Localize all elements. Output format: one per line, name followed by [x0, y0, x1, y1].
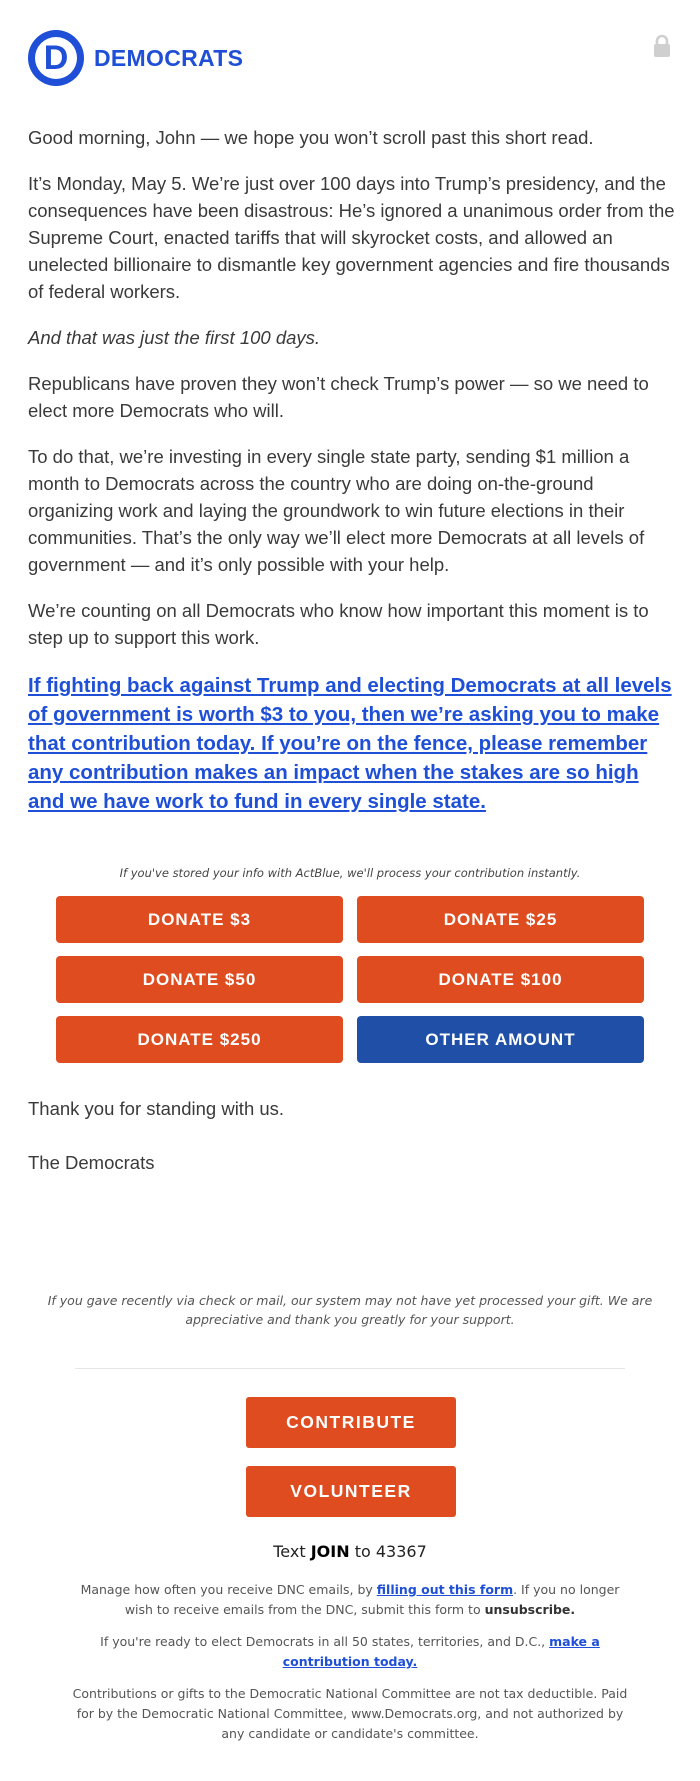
email-header [0, 0, 700, 110]
paragraph-counting-on: We’re counting on all Democrats who know how important this moment is to step up to support this work. [28, 600, 649, 648]
paragraph-investing: To do that, we’re investing in every single state party, sending $1 million a month to Democrats across the country who are doing on-the-ground organizing work and laying the groundwork to win future elections in their communities. That’s the only way we’ll elect more Democrats at all levels of government — and it’s only possible with your help. [28, 446, 645, 575]
other-amount-button[interactable]: OTHER AMOUNT [357, 1016, 644, 1063]
paragraph-republicans: Republicans have proven they won’t check Trump’s power — so we need to elect more Democrats who will. [28, 373, 649, 421]
greeting: Good morning, John — we hope you won’t scroll past this short read. [28, 127, 594, 148]
contribution-cta-link[interactable]: If fighting back against Trump and electing Democrats at all levels of government is worth $3 to you, then we’re asking you to make that contribution today. If you’re on the fence, please remember any contribution makes an impact when the stakes are so high and we have work to fund in every single state. [28, 674, 672, 813]
lock-icon [652, 34, 672, 58]
footer-divider [75, 1368, 625, 1369]
legal-disclaimer: Contributions or gifts to the Democratic National Committee are not tax deductible. Paid for by the Democratic National Committee, www.Democrats.org, and not authorized by any candidate or candidate's committee. [72, 1686, 628, 1741]
paragraph-presidency: It’s Monday, May 5. We’re just over 100 days into Trump’s presidency, and the consequences have been disastrous: He’s ignored a unanimous order from the Supreme Court, enacted tariffs that will skyrocket costs, and allowed an unelected billionaire to dismantle key government agencies and fire thousands of federal workers. [28, 173, 675, 302]
text-join-line: Text JOIN to 43367 [273, 1542, 427, 1561]
donate-3-button[interactable]: DONATE $3 [56, 896, 343, 943]
manage-emails-text: Manage how often you receive DNC emails, by filling out this form. If you no longer wish to receive emails from the DNC, submit this form to unsubscribe. [80, 1582, 620, 1617]
manage-form-link[interactable]: filling out this form [376, 1582, 514, 1597]
contribute-button[interactable]: CONTRIBUTE [246, 1397, 456, 1448]
thank-you-text: Thank you for standing with us. [28, 1098, 285, 1119]
signoff [28, 1095, 676, 1203]
donate-25-button[interactable]: DONATE $25 [357, 896, 644, 943]
democrats-logo[interactable] [28, 30, 243, 86]
actblue-note: If you've stored your info with ActBlue, we'll process your contribution instantly. [119, 866, 581, 880]
gift-processing-note: If you gave recently via check or mail, our system may not have yet processed your gift. We are appreciative and thank you greatly for your support. [47, 1293, 653, 1327]
make-contribution-link[interactable]: make a contribution today. [282, 1634, 600, 1669]
donate-100-button[interactable]: DONATE $100 [357, 956, 644, 1003]
volunteer-button[interactable]: VOLUNTEER [246, 1466, 456, 1517]
donate-50-button[interactable]: DONATE $50 [56, 956, 343, 1003]
democrats-d-logo-icon: D [28, 30, 84, 86]
email-body [28, 124, 676, 816]
text-keyword: JOIN [310, 1542, 350, 1561]
donate-button-grid [56, 896, 644, 1063]
donate-250-button[interactable]: DONATE $250 [56, 1016, 343, 1063]
logo-wordmark: DEMOCRATS [94, 44, 244, 71]
signature: The Democrats [28, 1152, 155, 1173]
unsubscribe-link[interactable]: unsubscribe. [484, 1602, 576, 1617]
paragraph-first-100-days: And that was just the first 100 days. [28, 327, 321, 348]
elect-democrats-text: If you're ready to elect Democrats in all 50 states, territories, and D.C., make a contribution today. [100, 1634, 600, 1669]
